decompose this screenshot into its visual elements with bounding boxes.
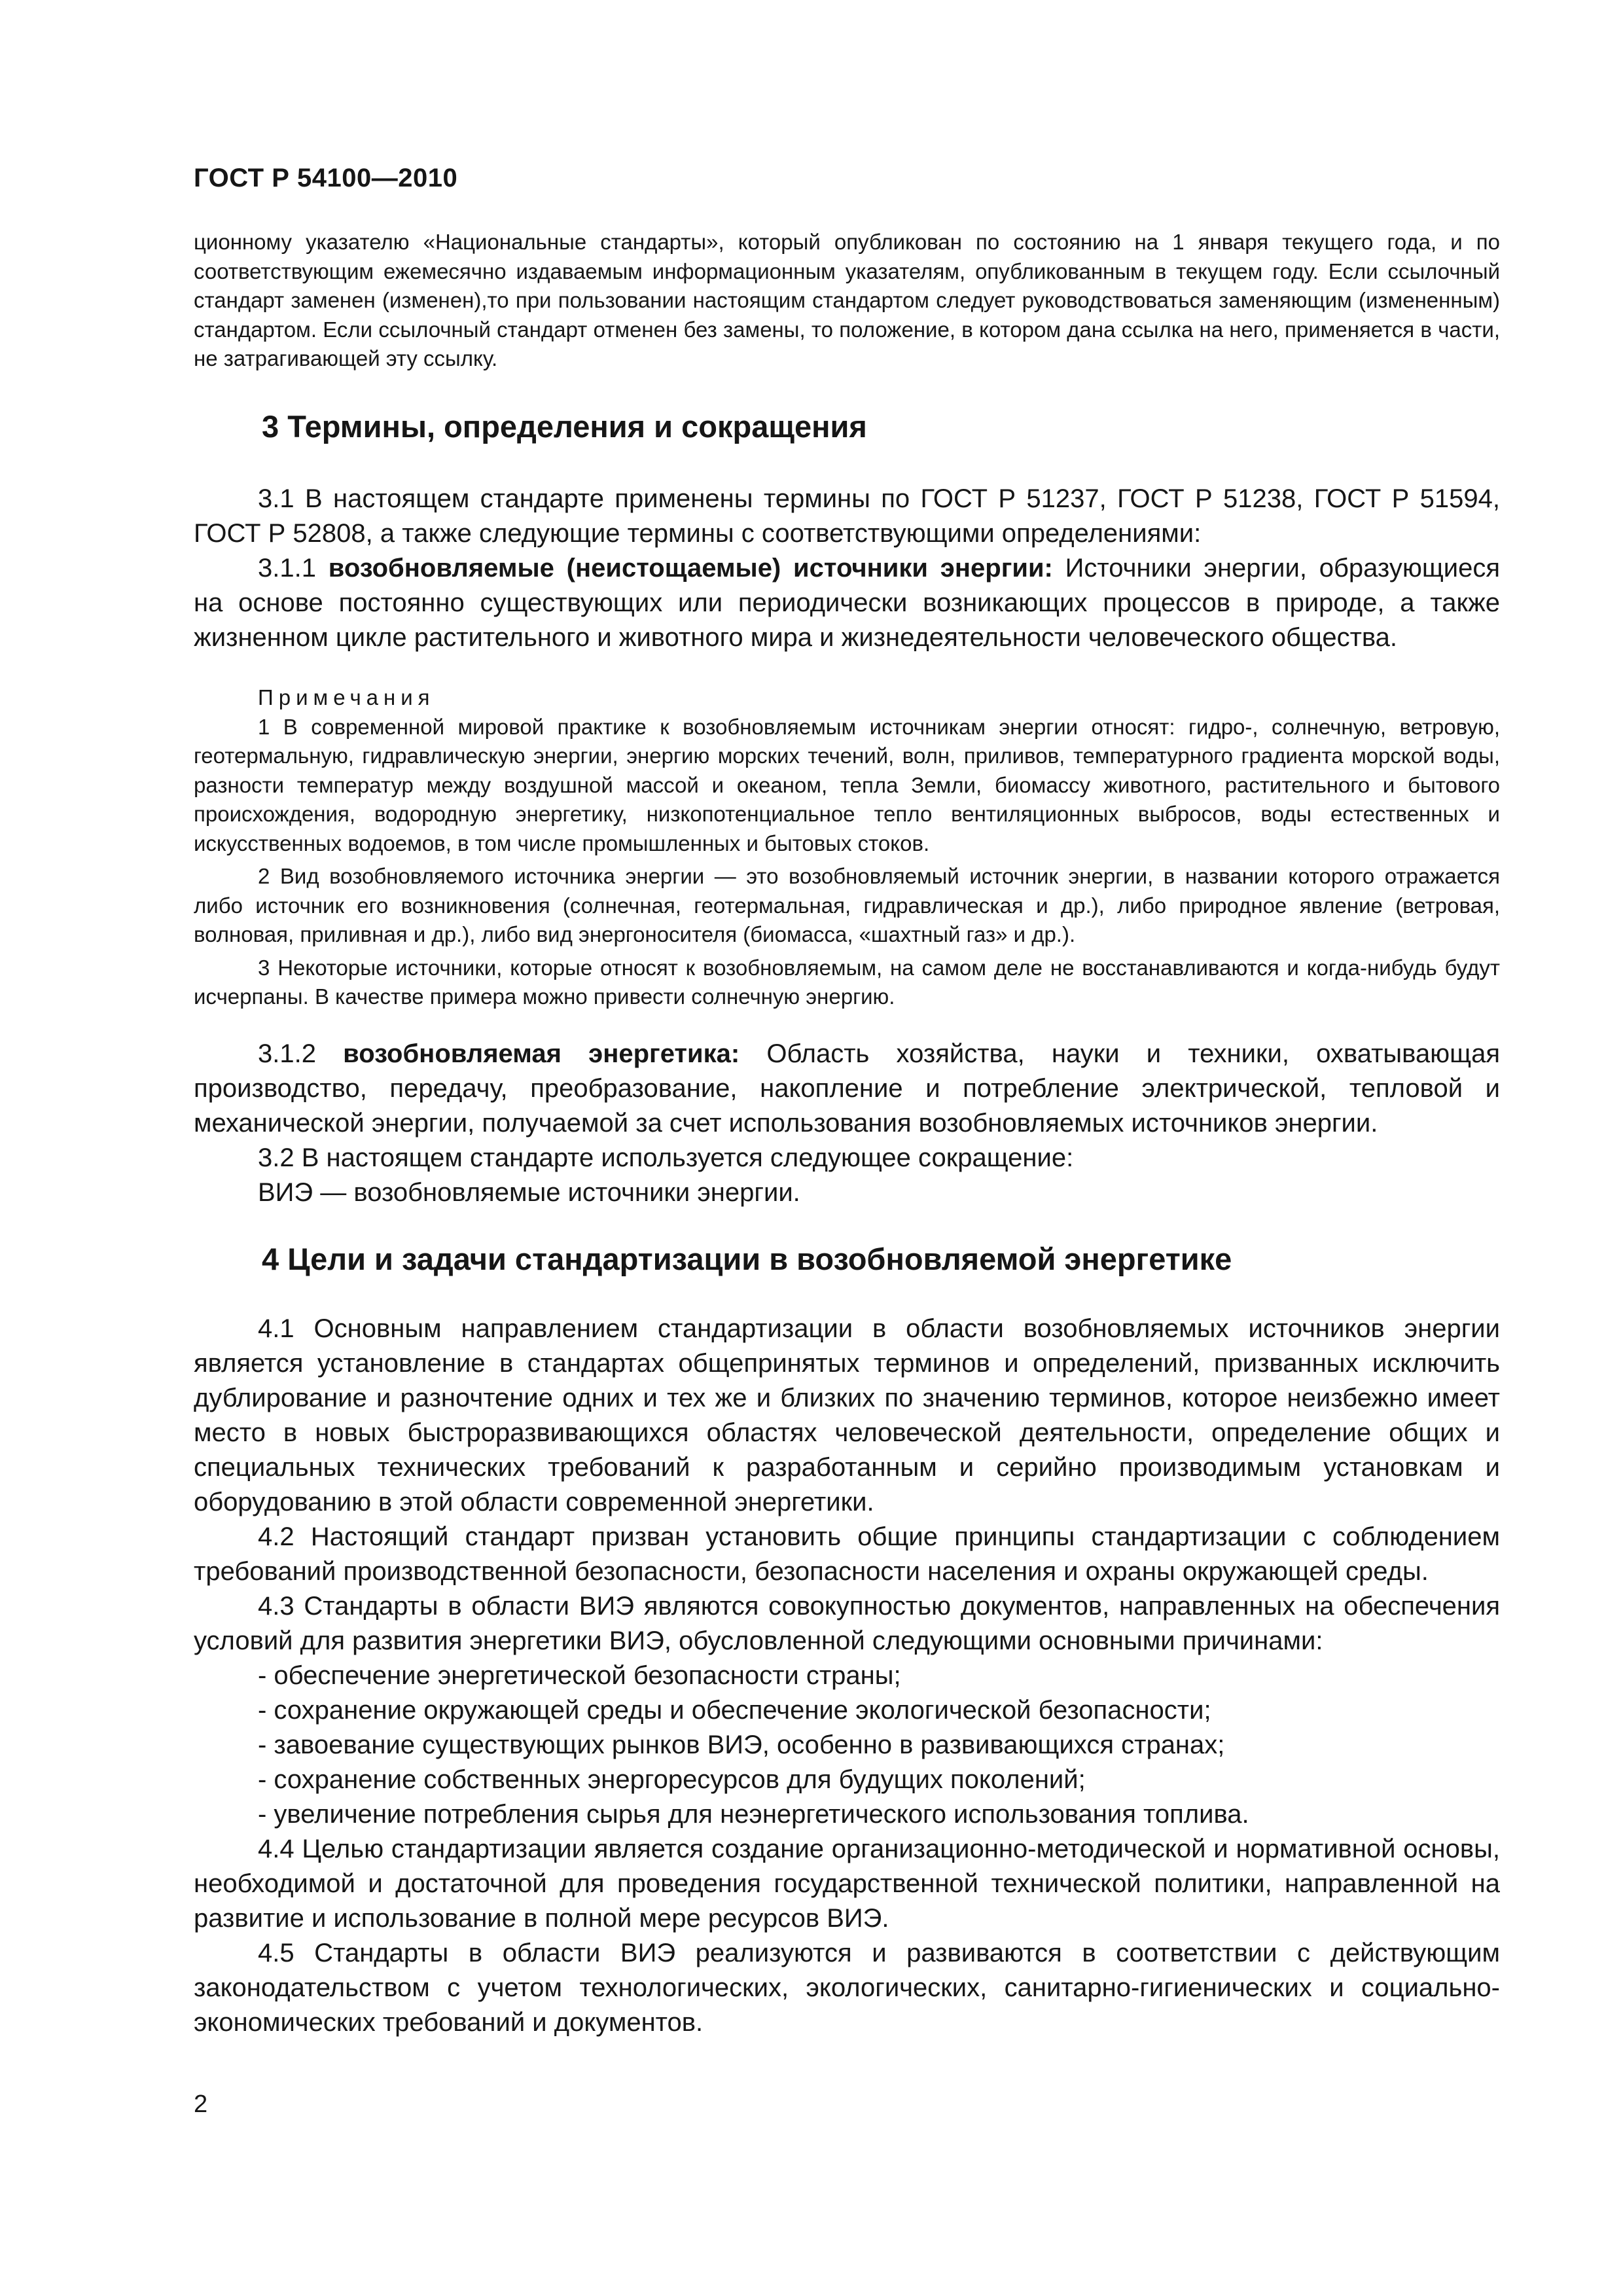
clause-3-1-1-number: 3.1.1 <box>258 554 316 583</box>
document-header: ГОСТ Р 54100—2010 <box>194 164 458 192</box>
list-item: - обеспечение энергетической безопасности страны; <box>258 1661 901 1690</box>
section-3-body <box>194 482 1500 655</box>
list-item: - сохранение собственных энергоресурсов для будущих поколений; <box>258 1765 1086 1794</box>
note-3: 3 Некоторые источники, которые относят к возобновляемым, на самом деле не восстанавливаются и когда-нибудь будут исчерпаны. В качестве примера можно привести солнечную энергию. <box>194 955 1500 1009</box>
section-4-heading: 4 Цели и задачи стандартизации в возобновляемой энергетике <box>262 1242 1232 1276</box>
note-1: 1 В современной мировой практике к возобновляемым источникам энергии относят: гидро-, солнечную, ветровую, геотермальную, гидравлическую энергии, энергию морских течений, волн, приливов, температурного градиента морской воды, разности температур между воздушной массой и океаном, тепла Земли, биомассу животного, растительного и бытового происхождения, водородную энергетику, низкопотенциальное тепло вентиляционных выбросов, воды естественных и искусственных водоемов, в том числе промышленных и бытовых стоков. <box>194 714 1500 855</box>
page-number: 2 <box>194 2090 208 2118</box>
clause-4-4: 4.4 Целью стандартизации является создание организационно-методической и нормативной основы, необходимой и достаточной для проведения государственной технической политики, направленной на развитие и использование в полной мере ресурсов ВИЭ. <box>194 1835 1500 1933</box>
clause-3-1-1-term: возобновляемые (неистощаемые) источники энергии: <box>328 554 1053 583</box>
clause-3-1-2-term: возобновляемая энергетика: <box>343 1039 740 1068</box>
clause-3-2: 3.2 В настоящем стандарте используется следующее сокращение: <box>258 1143 1074 1172</box>
clause-4-2: 4.2 Настоящий стандарт призван установить общие принципы стандартизации с соблюдением требований производственной безопасности, безопасности населения и охраны окружающей среды. <box>194 1522 1500 1586</box>
list-item: - сохранение окружающей среды и обеспечение экологической безопасности; <box>258 1696 1211 1725</box>
section-3-heading: 3 Термины, определения и сокращения <box>262 409 867 444</box>
notes-block <box>194 683 1500 1012</box>
clause-3-1: 3.1 В настоящем стандарте применены термины по ГОСТ Р 51237, ГОСТ Р 51238, ГОСТ Р 51594, ГОСТ Р 52808, а также следующие термины с соответствующими определениями: <box>194 484 1500 548</box>
intro-paragraph-block <box>194 228 1500 374</box>
notes-title: Примечания <box>258 685 435 709</box>
clause-4-5: 4.5 Стандарты в области ВИЭ реализуются и развиваются в соответствии с действующим законодательством с учетом технологических, экологических, санитарно-гигиенических и социально-экономических требований и документов. <box>194 1939 1500 2037</box>
clause-4-3: 4.3 Стандарты в области ВИЭ являются совокупностью документов, направленных на обеспечения условий для развития энергетики ВИЭ, обусловленной следующими основными причинами: <box>194 1592 1500 1655</box>
list-item: - увеличение потребления сырья для неэнергетического использования топлива. <box>258 1800 1249 1829</box>
list-item: - завоевание существующих рынков ВИЭ, особенно в развивающихся странах; <box>258 1731 1225 1759</box>
clause-3-1-1 <box>194 551 1500 655</box>
clause-3-1-2 <box>194 1037 1500 1141</box>
clause-3-1-2-number: 3.1.2 <box>258 1039 316 1068</box>
note-2: 2 Вид возобновляемого источника энергии — это возобновляемый источник энергии, в названии которого отражается либо источник его возникновения (солнечная, геотермальная, гидравлическая и др.), либо природное явление (ветровая, волновая, приливная и др.), либо вид энергоносителя (биомасса, «шахтный газ» и др.). <box>194 864 1500 946</box>
abbreviation-line: ВИЭ — возобновляемые источники энергии. <box>258 1178 800 1207</box>
clause-4-1: 4.1 Основным направлением стандартизации в области возобновляемых источников энергии является установление в стандартах общепринятых терминов и определений, призванных исключить дублирование и разночтение одних и тех же и близких по значению терминов, которое неизбежно имеет место в новых быстроразвивающихся областях человеческой деятельности, определение общих и специальных технических требований к разработанным и серийно производимым установкам и оборудованию в этой области современной энергетики. <box>194 1314 1500 1516</box>
intro-paragraph: ционному указателю «Национальные стандарты», который опубликован по состоянию на 1 января текущего года, и по соответствующим ежемесячно издаваемым информационным указателям, опубликованным в текущем году. Если ссылочный стандарт заменен (изменен),то при пользовании настоящим стандартом следует руководствоваться заменяющим (измененным) стандартом. Если ссылочный стандарт отменен без замены, то положение, в котором дана ссылка на него, применяется в части, не затрагивающей эту ссылку. <box>194 230 1500 370</box>
clause-3-1-1-definition: Источники энергии, образующиеся на основе постоянно существующих или периодически возникающих процессов в природе, а также жизненном цикле растительного и животного мира и жизнедеятельности человеческого общества. <box>194 554 1500 652</box>
section-4-body <box>194 1312 1500 2040</box>
clause-3-1-2-definition: Область хозяйства, науки и техники, охватывающая производство, передачу, преобразование, накопление и потребление электрической, тепловой и механической энергии, получаемой за счет использования возобновляемых источников энергии. <box>194 1039 1500 1138</box>
section-3-body-continued <box>194 1037 1500 1210</box>
